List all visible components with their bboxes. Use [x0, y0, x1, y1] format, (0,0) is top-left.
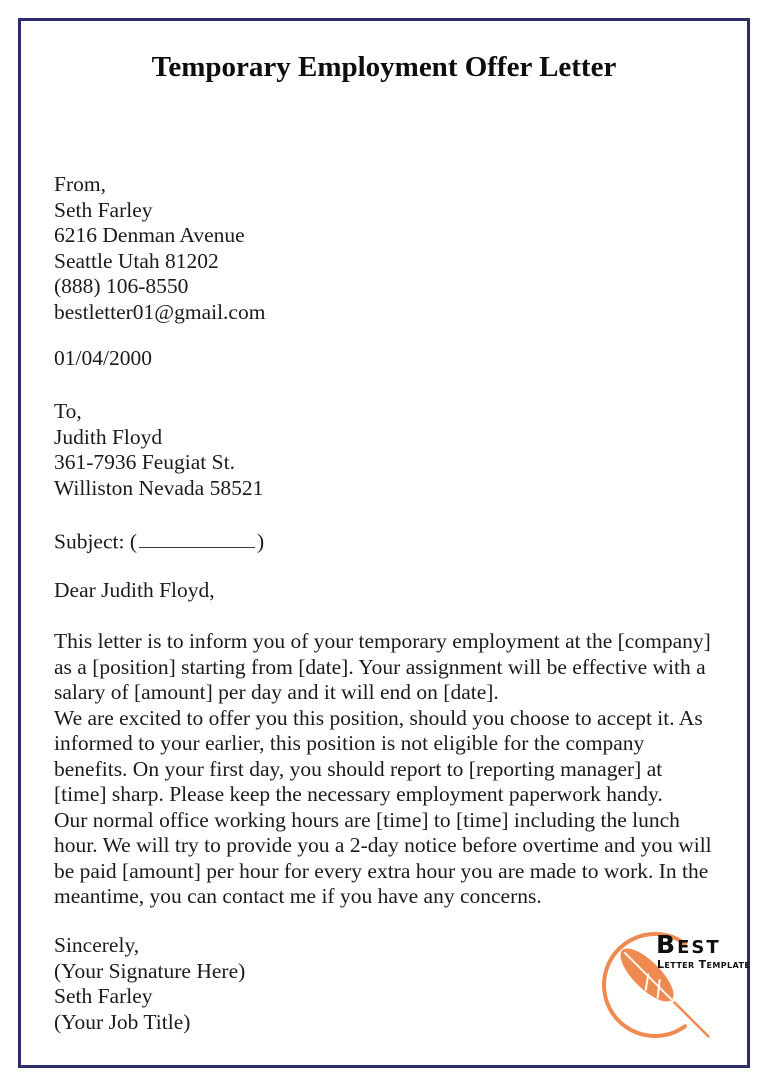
sender-address-line1: 6216 Denman Avenue — [54, 223, 245, 247]
closing-name: Seth Farley — [54, 984, 153, 1008]
body-paragraph-1: This letter is to inform you of your temporary employment at the [company] as a [position] starting from [date]. Your assignment will be effective with a salary of [amount] per day and it will end on [date]. — [54, 629, 711, 704]
recipient-address-line2: Williston Nevada 58521 — [54, 475, 264, 500]
sender-email: bestletter01@gmail.com — [54, 299, 266, 324]
recipient-name: Judith Floyd — [54, 424, 163, 449]
subject-prefix: Subject: ( — [54, 529, 137, 554]
sender-label: From, — [54, 172, 106, 196]
recipient-label: To, — [54, 399, 82, 423]
sender-name: Seth Farley — [54, 197, 153, 222]
sender-address-line2: Seattle Utah 81202 — [54, 248, 219, 273]
sender-phone: (888) 106-8550 — [54, 274, 189, 298]
body-paragraph-2: We are excited to offer you this position, should you choose to accept it. As informed to your earlier, this position is not eligible for the company benefits. On your first day, you should report to [reporting manager] at [time] sharp. Please keep the necessary employment paperwork handy. — [54, 705, 703, 806]
recipient-address-line1: 361-7936 Feugiat St. — [54, 450, 235, 474]
logo-tagline: LETTER TEMPLATE — [657, 958, 751, 971]
sender-block — [54, 172, 716, 325]
subject-suffix: ) — [257, 529, 265, 554]
page-title: Temporary Employment Offer Letter — [151, 51, 617, 83]
closing-sign-off: Sincerely, — [54, 933, 140, 957]
recipient-block — [54, 399, 716, 501]
closing-signature-placeholder: (Your Signature Here) — [54, 958, 246, 983]
letter-date: 01/04/2000 — [54, 346, 152, 370]
brand-logo — [593, 913, 751, 1063]
body-paragraph-3: Our normal office working hours are [time] to [time] including the lunch hour. We will try to provide you a 2-day notice before overtime and you will be paid [amount] per hour for every extra hour you are made to work. In the meantime, you can contact me if you have any concerns. — [54, 807, 712, 908]
subject-line — [54, 527, 716, 555]
subject-blank-line — [139, 527, 255, 548]
letter-body — [54, 629, 716, 910]
logo-brand-name: BEST — [656, 930, 721, 959]
closing-job-title-placeholder: (Your Job Title) — [54, 1009, 191, 1034]
salutation: Dear Judith Floyd, — [54, 578, 215, 602]
